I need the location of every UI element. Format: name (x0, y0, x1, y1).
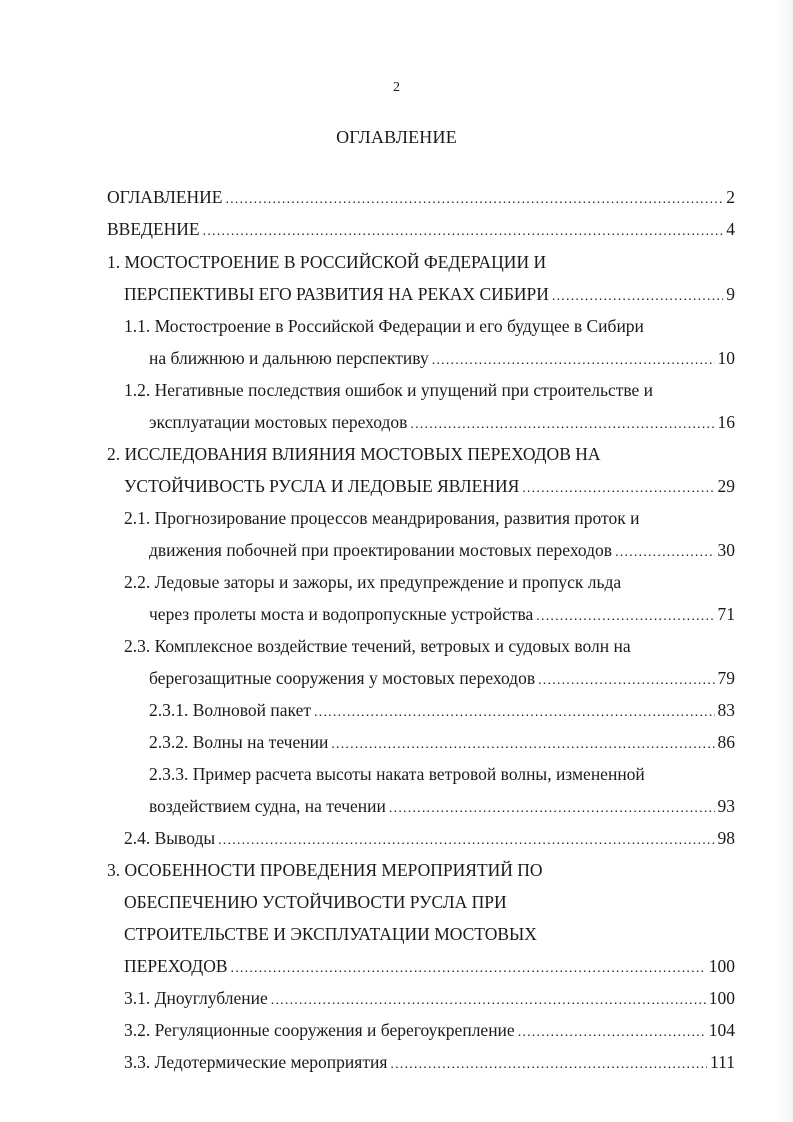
page-number: 2 (393, 80, 400, 95)
toc-entry-label: 2.4. Выводы (124, 828, 216, 848)
toc-entry-label: ПЕРЕХОДОВ (124, 956, 228, 976)
toc-entry-page: 98 (717, 828, 735, 848)
toc-entry-section-2-3-2[interactable] (149, 730, 735, 754)
toc-entry-section-1-1[interactable] (149, 346, 735, 370)
toc-entry-label: 3.2. Регуляционные сооружения и берегоукрепление (124, 1020, 515, 1040)
toc-entry-chapter-3[interactable] (124, 954, 735, 978)
toc-entry-page: 29 (717, 476, 735, 496)
toc-entry-label: 2.3.1. Волновой пакет (149, 700, 312, 720)
toc-entry-chapter-1[interactable] (124, 282, 735, 306)
toc-entry-page: 2 (726, 187, 735, 207)
toc-entry-page: 16 (717, 412, 735, 432)
toc-entry-section-3-3[interactable] (124, 1050, 735, 1074)
toc-entry-page: 10 (717, 348, 735, 368)
toc-entry-section-2-1[interactable] (149, 538, 735, 562)
toc-entry-section-3-1[interactable] (124, 986, 735, 1010)
toc-entry-page: 93 (717, 796, 735, 816)
toc-title: ОГЛАВЛЕНИЕ (336, 127, 457, 147)
toc-leader-dots (231, 957, 706, 981)
scan-edge-shadow (775, 0, 793, 1122)
toc-entry-section-1-2-line1[interactable]: 1.2. Негативные последствия ошибок и упущений при строительстве и (124, 380, 654, 400)
toc-entry-page: 9 (726, 284, 735, 304)
toc-entry-section-2-3-1[interactable] (149, 698, 735, 722)
toc-leader-dots (410, 413, 714, 437)
toc-entry-section-2-3-line1[interactable]: 2.3. Комплексное воздействие течений, ветровых и судовых волн на (124, 636, 631, 656)
toc-entry-page: 104 (708, 1020, 735, 1040)
toc-entry-label: через пролеты моста и водопропускные устройства (149, 604, 534, 624)
toc-entry-page: 71 (717, 604, 735, 624)
toc-leader-dots (552, 285, 723, 309)
toc-leader-dots (536, 605, 714, 629)
toc-entry-label: 3.3. Ледотермические мероприятия (124, 1052, 388, 1072)
toc-entry-label: на ближнюю и дальнюю перспективу (149, 348, 429, 368)
toc-entry-section-2-2[interactable] (149, 602, 735, 626)
toc-leader-dots (518, 1021, 706, 1045)
toc-entry-section-1-1-line1[interactable]: 1.1. Мостостроение в Российской Федерации и его будущее в Сибири (124, 316, 644, 336)
toc-entry-section-2-4[interactable] (124, 826, 735, 850)
toc-entry-section-2-3-3-line1[interactable]: 2.3.3. Пример расчета высоты наката ветровой волны, измененной (149, 764, 645, 784)
toc-entry-page: 100 (708, 988, 735, 1008)
toc-entry-label: ПЕРСПЕКТИВЫ ЕГО РАЗВИТИЯ НА РЕКАХ СИБИРИ (124, 284, 549, 304)
toc-entry-section-1-2[interactable] (149, 410, 735, 434)
toc-entry-label: 3.1. Дноуглубление (124, 988, 268, 1008)
toc-entry-section-2-2-line1[interactable]: 2.2. Ледовые заторы и зажоры, их предупреждение и пропуск льда (124, 572, 622, 592)
toc-entry-label: ОГЛАВЛЕНИЕ (107, 187, 223, 207)
toc-entry-label: движения побочней при проектировании мостовых переходов (149, 540, 613, 560)
toc-entry-chapter-3-line3[interactable]: СТРОИТЕЛЬСТВЕ И ЭКСПЛУАТАЦИИ МОСТОВЫХ (124, 924, 537, 944)
toc-leader-dots (331, 733, 714, 757)
toc-entry-page: 79 (717, 668, 735, 688)
toc-entry-page: 30 (717, 540, 735, 560)
toc-entry-label: эксплуатации мостовых переходов (149, 412, 408, 432)
toc-entry-section-2-3-3[interactable] (149, 794, 735, 818)
toc-leader-dots (615, 541, 714, 565)
toc-entry-contents[interactable] (107, 185, 735, 209)
toc-entry-section-3-2[interactable] (124, 1018, 735, 1042)
toc-entry-chapter-1-line1[interactable]: 1. МОСТОСТРОЕНИЕ В РОССИЙСКОЙ ФЕДЕРАЦИИ И (107, 252, 547, 272)
toc-entry-page: 4 (726, 219, 735, 239)
toc-leader-dots (390, 1053, 707, 1077)
toc-entry-label: УСТОЙЧИВОСТЬ РУСЛА И ЛЕДОВЫЕ ЯВЛЕНИЯ (124, 476, 520, 496)
toc-entry-chapter-3-line2[interactable]: ОБЕСПЕЧЕНИЮ УСТОЙЧИВОСТИ РУСЛА ПРИ (124, 892, 507, 912)
toc-entry-section-2-1-line1[interactable]: 2.1. Прогнозирование процессов меандрирования, развития проток и (124, 508, 640, 528)
toc-entry-label: ВВЕДЕНИЕ (107, 219, 200, 239)
toc-entry-page: 83 (717, 700, 735, 720)
toc-leader-dots (271, 989, 706, 1013)
toc-entry-label: воздействием судна, на течении (149, 796, 386, 816)
toc-leader-dots (314, 701, 714, 725)
toc-leader-dots (389, 797, 715, 821)
toc-entry-introduction[interactable] (107, 217, 735, 241)
toc-leader-dots (432, 349, 715, 373)
toc-leader-dots (218, 829, 714, 853)
toc-entry-page: 86 (717, 732, 735, 752)
toc-leader-dots (522, 477, 714, 501)
toc-entry-page: 100 (708, 956, 735, 976)
toc-entry-page: 111 (710, 1052, 735, 1072)
toc-leader-dots (538, 669, 714, 693)
toc-entry-label: берегозащитные сооружения у мостовых переходов (149, 668, 536, 688)
toc-leader-dots (203, 220, 724, 244)
toc-entry-label: 2.3.2. Волны на течении (149, 732, 329, 752)
toc-entry-chapter-2-line1[interactable]: 2. ИССЛЕДОВАНИЯ ВЛИЯНИЯ МОСТОВЫХ ПЕРЕХОДОВ НА (107, 444, 601, 464)
toc-leader-dots (225, 188, 723, 212)
toc-entry-section-2-3[interactable] (149, 666, 735, 690)
toc-entry-chapter-3-line1[interactable]: 3. ОСОБЕННОСТИ ПРОВЕДЕНИЯ МЕРОПРИЯТИЙ ПО (107, 860, 543, 880)
toc-entry-chapter-2[interactable] (124, 474, 735, 498)
